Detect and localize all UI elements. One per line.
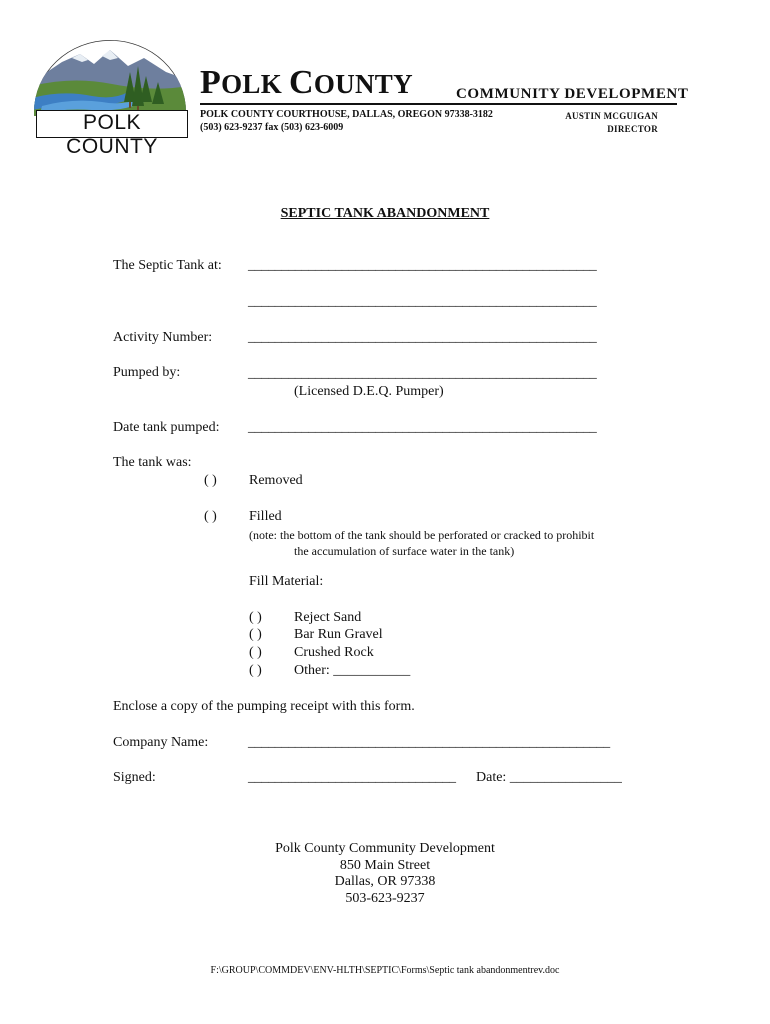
address-line-1: POLK COUNTY COURTHOUSE, DALLAS, OREGON 97338-3182 <box>200 109 493 120</box>
enclose-receipt-note: Enclose a copy of the pumping receipt with this form. <box>113 699 415 714</box>
footer-line-2: 850 Main Street <box>339 857 431 873</box>
footer-line-4: 503-623-9237 <box>345 890 425 906</box>
filled-checkbox[interactable]: ( ) <box>204 509 217 524</box>
signed-label: Signed: <box>113 770 156 785</box>
crushed-rock-label: Crushed Rock <box>294 645 374 660</box>
company-name-label: Company Name: <box>113 735 209 750</box>
fill-note-line-1: (note: the bottom of the tank should be perforated or cracked to prohibit <box>249 528 595 542</box>
pumper-note: (Licensed D.E.Q. Pumper) <box>294 384 444 399</box>
crushed-rock-checkbox[interactable]: ( ) <box>249 645 262 660</box>
department-name: COMMUNITY DEVELOPMENT <box>456 86 689 102</box>
date-field[interactable]: Date: ________________ <box>476 770 622 785</box>
footer-address <box>0 841 770 907</box>
director-title: DIRECTOR <box>607 124 658 134</box>
logo-text: POLK COUNTY <box>36 110 188 138</box>
pumped-by-field[interactable]: ____________________________________________________ <box>248 366 597 381</box>
director-block <box>565 110 658 136</box>
bar-run-gravel-label: Bar Run Gravel <box>294 627 383 642</box>
header-rule <box>200 103 677 105</box>
address-line-2: (503) 623-9237 fax (503) 623-6009 <box>200 122 344 133</box>
removed-checkbox[interactable]: ( ) <box>204 473 217 488</box>
other-checkbox[interactable]: ( ) <box>249 663 262 678</box>
pumped-by-label: Pumped by: <box>113 365 181 380</box>
company-name-field[interactable]: ______________________________________________________ <box>248 735 610 750</box>
septic-tank-at-field[interactable]: ____________________________________________________ <box>248 258 597 273</box>
bar-run-gravel-checkbox[interactable]: ( ) <box>249 627 262 642</box>
date-pumped-field[interactable]: ____________________________________________________ <box>248 420 597 435</box>
county-heading <box>200 64 413 103</box>
footer-line-3: Dallas, OR 97338 <box>334 874 436 889</box>
filled-label: Filled <box>249 509 282 524</box>
footer-line-1: Polk County Community Development <box>275 841 495 856</box>
date-pumped-label: Date tank pumped: <box>113 420 220 435</box>
courthouse-address <box>200 108 493 134</box>
county-big-p: P <box>200 64 222 101</box>
activity-number-label: Activity Number: <box>113 330 213 345</box>
septic-tank-at-label: The Septic Tank at: <box>113 258 222 273</box>
fill-material-label: Fill Material: <box>249 574 324 589</box>
form-title: SEPTIC TANK ABANDONMENT <box>280 206 490 221</box>
tank-was-label: The tank was: <box>113 455 192 470</box>
reject-sand-label: Reject Sand <box>294 610 362 625</box>
activity-number-field[interactable]: ____________________________________________________ <box>248 330 597 345</box>
reject-sand-checkbox[interactable]: ( ) <box>249 610 262 625</box>
septic-tank-at-field-2[interactable]: ____________________________________________________ <box>248 294 597 309</box>
county-rest-2: OUNTY <box>313 69 413 99</box>
file-path: F:\GROUP\COMMDEV\ENV-HLTH\SEPTIC\Forms\Septic tank abandonmentrev.doc <box>210 965 560 976</box>
director-name: AUSTIN MCGUIGAN <box>565 111 658 121</box>
other-label[interactable]: Other: ___________ <box>294 663 411 678</box>
county-big-c: C <box>289 64 314 101</box>
fill-note-line-2: the accumulation of surface water in the tank) <box>294 544 515 558</box>
removed-label: Removed <box>249 473 303 488</box>
county-rest-1: OLK <box>221 69 290 99</box>
landscape-logo-icon <box>32 36 188 116</box>
signature-field[interactable]: _______________________________ <box>248 770 456 785</box>
